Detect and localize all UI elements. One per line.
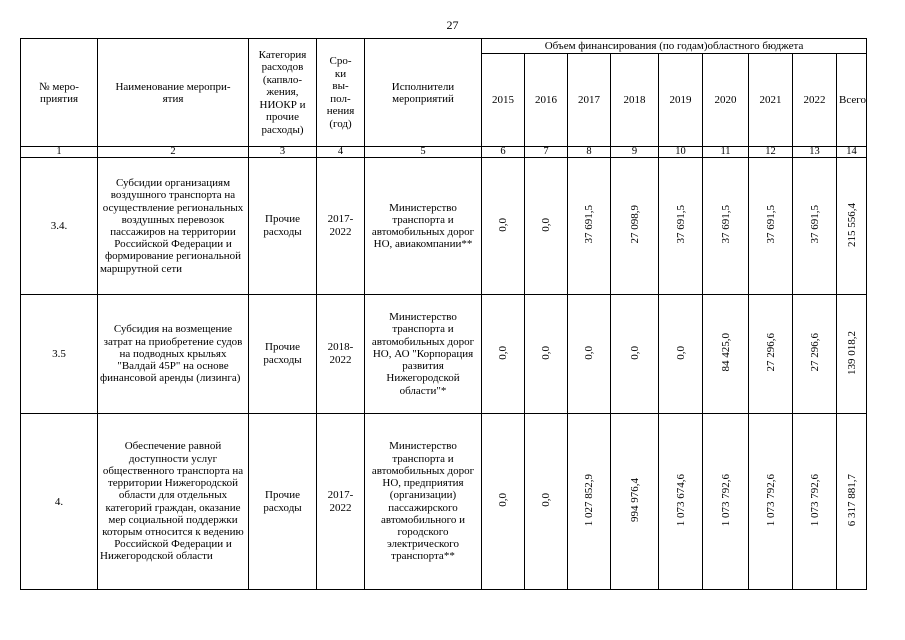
header-event-number: № меро- приятия [21, 39, 98, 147]
header-financing: Объем финансирования (по годам)областного бюджета [482, 39, 867, 54]
column-number: 5 [365, 147, 482, 158]
value-2019 [659, 295, 703, 414]
value-text: 0,0 [674, 345, 687, 360]
page-number: 27 [446, 18, 459, 32]
event-executors: Министерство транспорта и автомобильных дорог НО, авиакомпании** [365, 158, 482, 295]
value-2019 [659, 414, 703, 590]
column-number: 3 [249, 147, 317, 158]
value-total [837, 414, 867, 590]
value-2015 [482, 295, 525, 414]
value-2020 [703, 295, 749, 414]
value-text: 0,0 [540, 217, 552, 232]
value-text: 84 425,0 [719, 333, 732, 372]
value-text: 1 073 792,6 [719, 473, 732, 527]
column-number: 9 [611, 147, 659, 158]
value-2018 [611, 295, 659, 414]
value-text: 0,0 [628, 345, 641, 360]
value-2019 [659, 158, 703, 295]
value-2017 [568, 295, 611, 414]
event-name: Обеспечение равной доступности услуг общественного транспорта на территории Нижегородской области для отдельных категорий граждан, оказание мер социальной поддержки которым относится к ведению Российской Федерации и Нижегородской области [98, 414, 249, 590]
value-text: 1 073 792,6 [808, 473, 821, 527]
value-text: 37 691,5 [719, 205, 732, 244]
value-text: 139 018,2 [845, 330, 858, 375]
header-year-2019: 2019 [659, 54, 703, 147]
header-row-top [21, 39, 867, 54]
value-text: 37 691,5 [808, 205, 821, 244]
header-category: Категория расходов (капвло- жения, НИОКР и прочие расходы) [249, 39, 317, 147]
value-text: 215 556,4 [845, 202, 858, 247]
value-text: 37 691,5 [764, 205, 777, 244]
value-2020 [703, 414, 749, 590]
event-category: Прочие расходы [249, 295, 317, 414]
event-executors: Министерство транспорта и автомобильных дорог НО, предприятия (организации) пассажирского автомобильного и городского электрического транспорта** [365, 414, 482, 590]
value-text: 1 073 792,6 [764, 473, 777, 527]
event-period: 2017-2022 [317, 414, 365, 590]
column-number: 11 [703, 147, 749, 158]
value-2022 [793, 158, 837, 295]
header-year-2015: 2015 [482, 54, 525, 147]
value-2020 [703, 158, 749, 295]
value-2018 [611, 414, 659, 590]
header-total: Всего [837, 54, 867, 147]
value-text: 0,0 [583, 345, 595, 360]
header-year-2016: 2016 [525, 54, 568, 147]
header-period: Сро- ки вы- пол- нения (год) [317, 39, 365, 147]
value-2021 [749, 414, 793, 590]
value-2016 [525, 158, 568, 295]
header-year-2017: 2017 [568, 54, 611, 147]
value-2016 [525, 414, 568, 590]
value-2021 [749, 158, 793, 295]
value-total [837, 158, 867, 295]
column-number: 2 [98, 147, 249, 158]
value-2022 [793, 295, 837, 414]
table-row [21, 158, 867, 295]
value-2021 [749, 295, 793, 414]
column-number: 14 [837, 147, 867, 158]
value-text: 0,0 [540, 493, 552, 507]
column-number: 10 [659, 147, 703, 158]
event-period: 2017-2022 [317, 158, 365, 295]
table-row [21, 414, 867, 590]
value-text: 6 317 881,7 [845, 473, 858, 527]
value-2015 [482, 414, 525, 590]
header-year-2018: 2018 [611, 54, 659, 147]
column-number: 8 [568, 147, 611, 158]
value-text: 994 976,4 [628, 478, 641, 522]
event-name: Субсидия на возмещение затрат на приобретение судов на подводных крыльях "Валдай 45Р" на основе финансовой аренды (лизинга) [98, 295, 249, 414]
header-year-2021: 2021 [749, 54, 793, 147]
header-year-2022: 2022 [793, 54, 837, 147]
column-number: 13 [793, 147, 837, 158]
event-category: Прочие расходы [249, 158, 317, 295]
event-executors: Министерство транспорта и автомобильных дорог НО, АО "Корпорация развития Нижегородской области"* [365, 295, 482, 414]
value-text: 0,0 [540, 345, 552, 360]
value-text: 27 296,6 [764, 333, 777, 372]
column-number: 12 [749, 147, 793, 158]
value-text: 1 073 674,6 [674, 473, 687, 527]
value-2017 [568, 158, 611, 295]
event-number: 3.5 [21, 295, 98, 414]
value-2022 [793, 414, 837, 590]
column-number: 6 [482, 147, 525, 158]
event-number: 4. [21, 414, 98, 590]
header-executors: Исполнители мероприятий [365, 39, 482, 147]
value-2018 [611, 158, 659, 295]
value-text: 27 296,6 [808, 333, 821, 372]
event-number: 3.4. [21, 158, 98, 295]
column-number: 7 [525, 147, 568, 158]
value-total [837, 295, 867, 414]
table-row [21, 295, 867, 414]
value-text: 37 691,5 [583, 205, 595, 244]
value-text: 1 027 852,9 [583, 473, 595, 527]
value-text: 0,0 [497, 345, 509, 360]
event-period: 2018-2022 [317, 295, 365, 414]
event-category: Прочие расходы [249, 414, 317, 590]
value-text: 0,0 [497, 493, 509, 507]
value-text: 0,0 [497, 217, 509, 232]
header-year-2020: 2020 [703, 54, 749, 147]
financing-table [20, 38, 867, 590]
header-event-name: Наименование меропри- ятия [98, 39, 249, 147]
value-2017 [568, 414, 611, 590]
value-text: 37 691,5 [674, 205, 687, 244]
value-text: 27 098,9 [628, 205, 641, 244]
value-2016 [525, 295, 568, 414]
event-name: Субсидии организациям воздушного транспорта на осуществление региональных воздушных перевозок пассажиров на территории Российской Федерации и формирование региональной маршрутной сети [98, 158, 249, 295]
column-number: 4 [317, 147, 365, 158]
column-numbers-row [21, 147, 867, 158]
column-number: 1 [21, 147, 98, 158]
value-2015 [482, 158, 525, 295]
